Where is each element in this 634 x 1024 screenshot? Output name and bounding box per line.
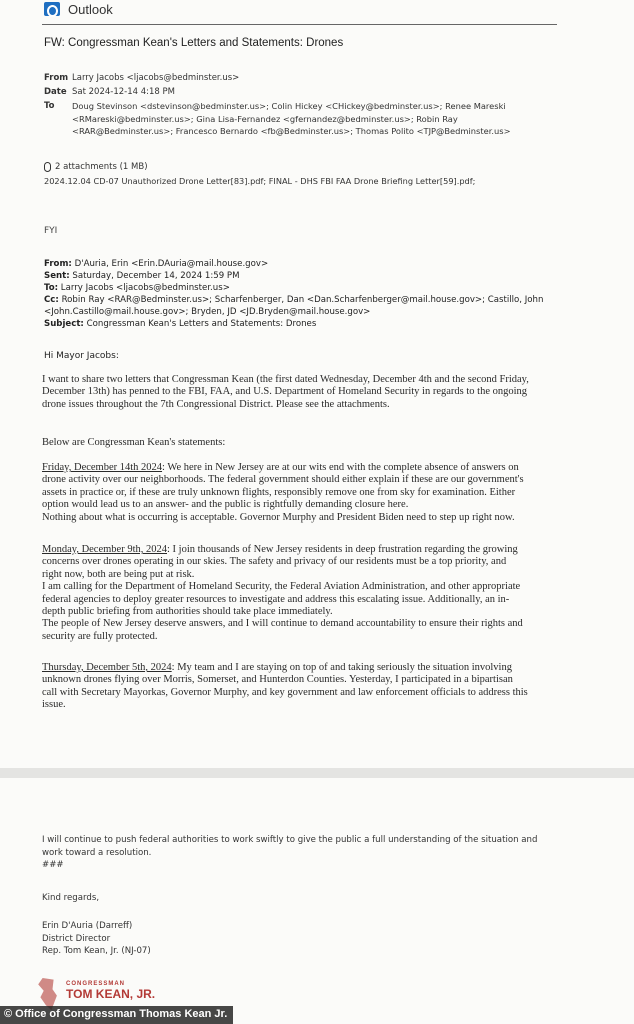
statement-2-first-line bbox=[42, 544, 562, 556]
fwd-sent-value: Saturday, December 14, 2024 1:59 PM bbox=[72, 271, 240, 281]
to-line: <RMareski@bedminster.us>; Gina Lisa-Fernandez <gfernandez@bedminster.us>; Robin Ray bbox=[72, 113, 458, 124]
date-label: Date bbox=[44, 87, 67, 97]
greeting: Hi Mayor Jacobs: bbox=[44, 351, 119, 361]
statement-line: concerns over drones operating in our skies. The safety and privacy of our residents must be a top priority, and bbox=[42, 556, 507, 568]
closing-line: I will continue to push federal authorities to work swiftly to give the public a full understanding of the situation and bbox=[42, 835, 538, 845]
statement-line: : We here in New Jersey are at our wits end with the complete absence of answers on bbox=[162, 462, 519, 473]
statement-line: : I join thousands of New Jersey residents in deep frustration regarding the growing bbox=[167, 544, 518, 555]
signature bbox=[42, 920, 572, 958]
app-header bbox=[44, 0, 113, 18]
date-value: Sat 2024-12-14 4:18 PM bbox=[72, 87, 175, 97]
logo-big-text: TOM KEAN, JR. bbox=[66, 987, 156, 1001]
attachments-summary[interactable] bbox=[44, 162, 148, 172]
to-recipients[interactable] bbox=[72, 100, 572, 138]
from-value[interactable]: Larry Jacobs <ljacobs@bedminster.us> bbox=[72, 73, 240, 83]
closing-line: work toward a resolution. bbox=[42, 847, 152, 858]
outlook-icon bbox=[44, 2, 60, 16]
statement-line: Nothing about what is occurring is acceptable. Governor Murphy and President Biden need to step up right now. bbox=[42, 511, 515, 523]
intro-line: I want to share two letters that Congressman Kean (the first dated Wednesday, December 4th and the second Friday, bbox=[42, 374, 529, 385]
app-name: Outlook bbox=[68, 1, 113, 17]
intro-line: drone issues throughout the 7th Congressional District. Please see the attachments. bbox=[42, 398, 390, 410]
regards: Kind regards, bbox=[42, 893, 100, 903]
fwd-from-label: From: bbox=[44, 259, 72, 269]
fwd-cc-label: Cc: bbox=[44, 295, 59, 305]
statement-line: The people of New Jersey deserve answers, and I will continue to demand accountability to ensure their rights and bbox=[42, 618, 523, 630]
signature-title: District Director bbox=[42, 933, 111, 944]
fwd-sent bbox=[44, 270, 574, 282]
statement-line: : My team and I are staying on top of and taking seriously the situation involving bbox=[171, 662, 512, 673]
to-line: <RAR@Bedminster.us>; Francesco Bernardo <fb@Bedminster.us>; Thomas Polito <TJP@Bedminster.us> bbox=[72, 126, 511, 137]
fwd-sent-label: Sent: bbox=[44, 271, 70, 281]
attachment-files[interactable]: 2024.12.04 CD-07 Unauthorized Drone Letter[83].pdf; FINAL - DHS FBI FAA Drone Briefing Letter[59].pdf; bbox=[44, 176, 476, 186]
logo-small-text: CONGRESSMAN bbox=[66, 981, 126, 987]
statements-intro: Below are Congressman Kean's statements: bbox=[42, 437, 226, 448]
fwd-cc-value: Robin Ray <RAR@Bedminster.us>; Scharfenberger, Dan <Dan.Scharfenberger@mail.house.gov>; Castillo, John bbox=[61, 295, 544, 305]
statement-line: option would lead us to an answer- and the public is rightfully demanding closure here. bbox=[42, 499, 409, 511]
fwd-from bbox=[44, 258, 574, 270]
email-subject: FW: Congressman Kean's Letters and Statements: Drones bbox=[44, 37, 344, 49]
statement-line: issue. bbox=[42, 699, 66, 711]
fwd-to-label: To: bbox=[44, 283, 59, 293]
intro-paragraph bbox=[42, 374, 562, 411]
statement-2-date: Monday, December 9th, 2024 bbox=[42, 544, 167, 555]
statement-3-date: Thursday, December 5th, 2024 bbox=[42, 662, 172, 673]
statement-1 bbox=[42, 462, 562, 524]
to-line: Doug Stevinson <dstevinson@bedminster.us>; Colin Hickey <CHickey@bedminster.us>; Renee Mareski bbox=[72, 101, 506, 111]
statement-line: right now, both are being put at risk. bbox=[42, 568, 195, 580]
statement-line: federal agencies to deploy greater resources to investigate and address this escalating issue. Additionally, an in- bbox=[42, 593, 510, 605]
fwd-subject bbox=[44, 318, 574, 330]
statement-line: I am calling for the Department of Homeland Security, the Federal Aviation Administration, and other appropriate bbox=[42, 581, 521, 593]
fwd-to-value: Larry Jacobs <ljacobs@bedminster.us> bbox=[60, 283, 230, 293]
statement-line: depth public briefing from authorities should take place immediately. bbox=[42, 606, 333, 618]
fyi-note: FYI bbox=[44, 226, 58, 236]
statement-3 bbox=[42, 662, 562, 712]
closing-line: ### bbox=[42, 860, 64, 871]
attachments-count: 2 attachments (1 MB) bbox=[55, 162, 148, 172]
fwd-from-value: D'Auria, Erin <Erin.DAuria@mail.house.gov> bbox=[74, 259, 269, 269]
statement-line: security are fully protected. bbox=[42, 630, 158, 642]
signature-office: Rep. Tom Kean, Jr. (NJ-07) bbox=[42, 946, 151, 957]
statement-line: drone activity over our neighborhoods. The federal government should either explain if these are our government's bbox=[42, 474, 524, 486]
paperclip-icon bbox=[44, 162, 51, 172]
page-break bbox=[0, 768, 634, 778]
fwd-cc bbox=[44, 294, 574, 306]
statement-3-first-line bbox=[42, 662, 562, 674]
fwd-subject-value: Congressman Kean's Letters and Statements: Drones bbox=[86, 319, 317, 329]
header-divider bbox=[42, 24, 557, 25]
closing-paragraph bbox=[42, 834, 572, 872]
signature-name: Erin D'Auria (Darreff) bbox=[42, 921, 133, 931]
from-label: From bbox=[44, 73, 69, 83]
intro-line: December 13th) has penned to the FBI, FAA, and U.S. Department of Homeland Security in regards to the ongoing bbox=[42, 386, 528, 398]
image-credit: © Office of Congressman Thomas Kean Jr. bbox=[0, 1006, 233, 1024]
statement-1-date: Friday, December 14th 2024 bbox=[42, 462, 163, 473]
statement-1-first-line bbox=[42, 462, 562, 474]
statement-line: assets in practice or, if these are truly unknown flights, responsibly remove one from sky for examination. Either bbox=[42, 486, 516, 498]
fwd-to bbox=[44, 282, 574, 294]
to-label: To bbox=[44, 101, 55, 111]
statement-line: call with Secretary Mayorkas, Governor Murphy, and key government and law enforcement officials to address this bbox=[42, 686, 528, 698]
fwd-cc-cont: <John.Castillo@mail.house.gov>; Bryden, JD <JD.Bryden@mail.house.gov> bbox=[44, 307, 371, 317]
fwd-subject-label: Subject: bbox=[44, 319, 84, 329]
statement-line: unknown drones flying over Morris, Somerset, and Hunterdon Counties. Yesterday, I participated in a bipartisan bbox=[42, 674, 513, 686]
statement-2 bbox=[42, 544, 562, 643]
